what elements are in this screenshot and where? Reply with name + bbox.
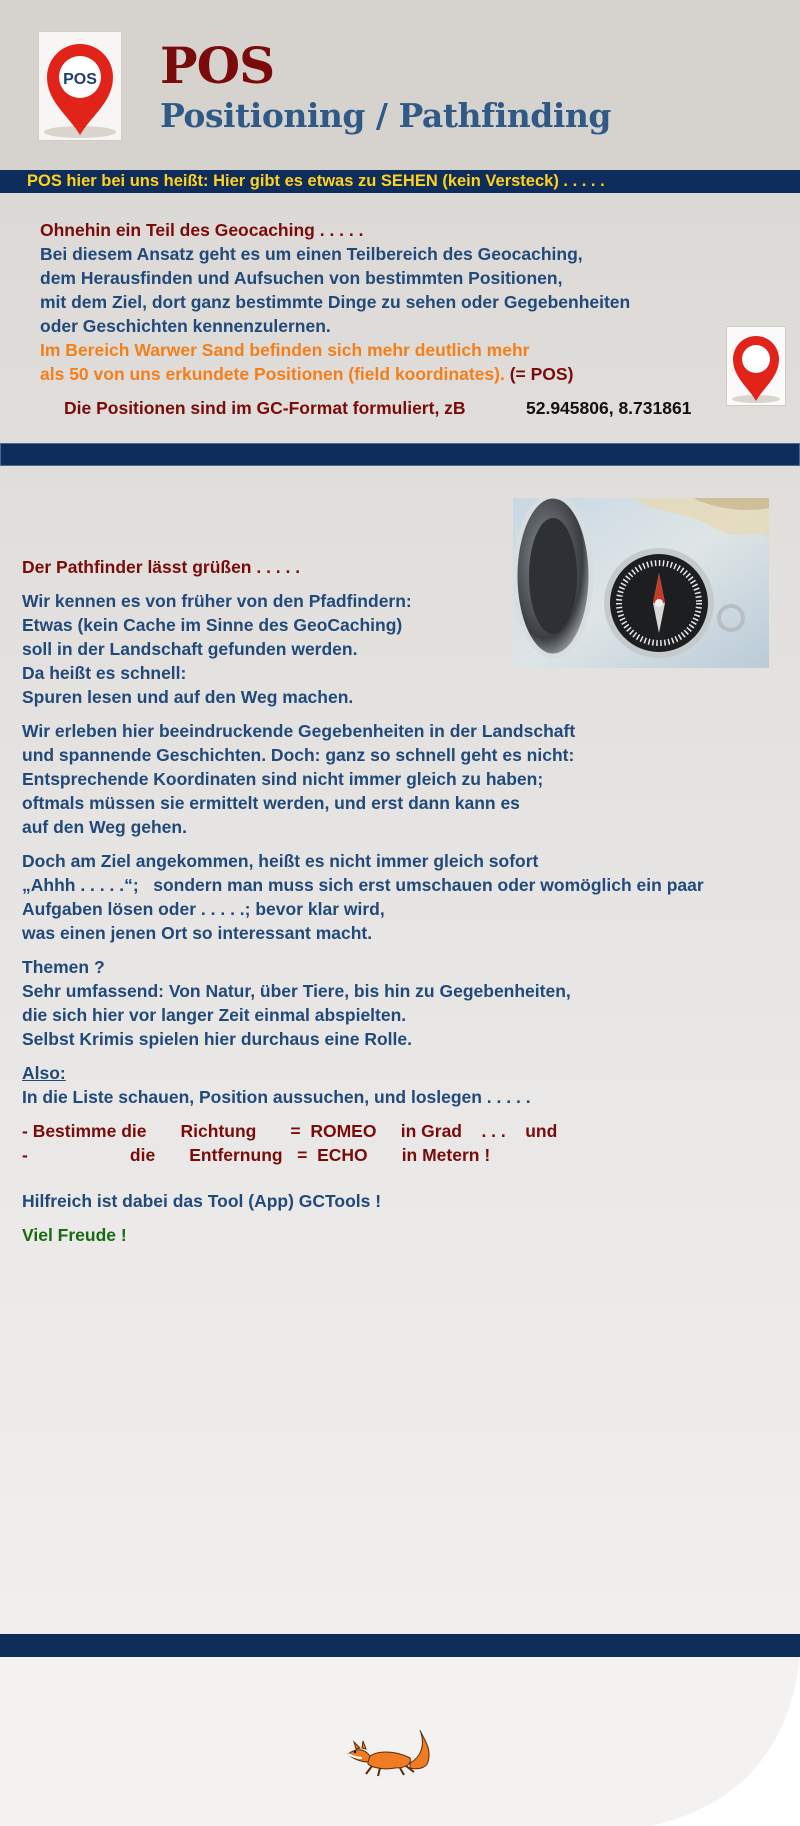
- closing-text: Viel Freude !: [22, 1225, 127, 1245]
- intro-line: Bei diesem Ansatz geht es um einen Teilbereich des Geocaching,: [40, 244, 583, 264]
- pathfinder-line: Wir kennen es von früher von den Pfadfindern:: [22, 591, 412, 611]
- footer-divider: [0, 1634, 800, 1657]
- intro-line: dem Herausfinden und Aufsuchen von bestimmten Positionen,: [40, 268, 563, 288]
- pathfinder-line: Selbst Krimis spielen hier durchaus eine Rolle.: [22, 1029, 412, 1049]
- pathfinder-line: die sich hier vor langer Zeit einmal abspielten.: [22, 1005, 407, 1025]
- top-banner: [0, 170, 800, 193]
- pos-tag: (= POS): [509, 364, 574, 384]
- format-example: 52.945806, 8.731861: [526, 398, 692, 418]
- pathfinder-line: oftmals müssen sie ermittelt werden, und erst dann kann es: [22, 793, 520, 813]
- compass-image: [513, 498, 769, 668]
- intro-orange-row: [40, 362, 573, 386]
- also-text: In die Liste schauen, Position aussuchen, und loslegen . . . . .: [22, 1087, 531, 1107]
- rule-distance: - die Entfernung = ECHO in Metern !: [22, 1145, 491, 1165]
- pathfinder-line: Da heißt es schnell:: [22, 663, 187, 683]
- intro-line: oder Geschichten kennenzulernen.: [40, 316, 331, 336]
- intro-heading: Ohnehin ein Teil des Geocaching . . . . .: [40, 220, 364, 240]
- section-divider: [0, 443, 800, 466]
- pathfinder-line: Wir erleben hier beeindruckende Gegebenheiten in der Landschaft: [22, 721, 576, 741]
- intro-orange-line: Im Bereich Warwer Sand befinden sich mehr deutlich mehr: [40, 340, 530, 360]
- pathfinder-line: Aufgaben lösen oder . . . . .; bevor klar wird,: [22, 899, 385, 919]
- map-pin-icon: [727, 327, 785, 405]
- pathfinder-line: Doch am Ziel angekommen, heißt es nicht immer gleich sofort: [22, 851, 539, 871]
- page-title: POS: [160, 36, 275, 95]
- header: [0, 0, 800, 170]
- logo-text: POS: [63, 71, 97, 88]
- pathfinder-line: und spannende Geschichten. Doch: ganz so schnell geht es nicht:: [22, 745, 575, 765]
- rule-direction: - Bestimme die Richtung = ROMEO in Grad . . . und: [22, 1121, 558, 1141]
- map-pin-small: [726, 326, 786, 406]
- intro-line: mit dem Ziel, dort ganz bestimmte Dinge zu sehen oder Gegebenheiten: [40, 292, 631, 312]
- pathfinder-line: soll in der Landschaft gefunden werden.: [22, 639, 358, 659]
- format-label: Die Positionen sind im GC-Format formuliert, zB: [64, 398, 466, 418]
- pathfinder-heading: Der Pathfinder lässt grüßen . . . . .: [22, 557, 301, 577]
- map-pin-icon: [39, 32, 121, 140]
- banner-text: POS hier bei uns heißt: Hier gibt es etwas zu SEHEN (kein Versteck) . . . . .: [27, 172, 605, 190]
- themes-heading: Themen ?: [22, 957, 105, 977]
- page-subtitle: Positioning / Pathfinding: [160, 96, 611, 135]
- pathfinder-line: „Ahhh . . . . .“; sondern man muss sich erst umschauen oder womöglich ein paar: [22, 875, 704, 895]
- intro-orange-line: als 50 von uns erkundete Positionen (field koordinates).: [40, 364, 505, 384]
- pathfinder-line: Etwas (kein Cache im Sinne des GeoCaching): [22, 615, 403, 635]
- pos-logo: [38, 31, 122, 141]
- also-label: Also:: [22, 1063, 66, 1083]
- pathfinder-line: auf den Weg gehen.: [22, 817, 187, 837]
- tool-hint: Hilfreich ist dabei das Tool (App) GCTools !: [22, 1191, 382, 1211]
- fox-icon: [340, 1718, 440, 1778]
- pathfinder-line: was einen jenen Ort so interessant macht.: [22, 923, 373, 943]
- pathfinder-line: Entsprechende Koordinaten sind nicht immer gleich zu haben;: [22, 769, 544, 789]
- compass-photo: [513, 498, 769, 668]
- pathfinder-line: Sehr umfassend: Von Natur, über Tiere, bis hin zu Gegebenheiten,: [22, 981, 571, 1001]
- pathfinder-line: Spuren lesen und auf den Weg machen.: [22, 687, 354, 707]
